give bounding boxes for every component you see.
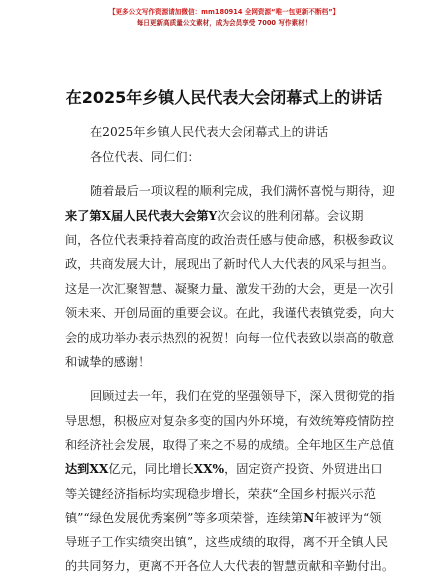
paragraph-1-line-1: 随着最后一项议程的顺利完成，我们满怀喜悦与期待，迎 — [90, 184, 395, 198]
paragraph-1-line-8: 和诚挚的感谢！ — [65, 355, 151, 369]
promo-banner-line-1: 【更多公文写作资源请加微信：mm180914 全网资源“唯一包更新不断档”】 — [108, 8, 340, 16]
paragraph-2-line-4-mid: 亿元，同比增长 — [108, 462, 194, 476]
paragraph-2-line-6-pre: 镇”“绿色发展优秀案例”等多项荣誉，连续第 — [65, 511, 304, 525]
paragraph-1-line-2-rest: 次会议的胜利闭幕。会议期 — [217, 209, 364, 223]
promo-banner-line-2: 每日更新高质量公文素材，成为会员享受 7000 写作素材！ — [136, 19, 312, 27]
paragraph-2-line-6 — [65, 510, 381, 526]
document-subtitle: 在2025年乡镇人民代表大会闭幕式上的讲话 — [90, 125, 329, 139]
paragraph-2-line-2: 导思想，积极应对复杂多变的国内外环境，有效统筹疫情防控 — [65, 414, 395, 428]
years-count-bold: N — [303, 511, 315, 525]
gdp-value-bold: 达到XX — [65, 462, 109, 476]
paragraph-2-line-8: 的共同努力，更离不开各位人大代表的智慧贡献和辛勤付出。 — [65, 559, 395, 573]
paragraph-1-line-6: 领未来、开创局面的重要会议。在此，我谨代表镇党委，向大 — [65, 306, 395, 320]
paragraph-1-line-3: 间，各位代表秉持着高度的政治责任感与使命感，积极参政议 — [65, 233, 395, 247]
paragraph-2-line-1: 回顾过去一年，我们在党的坚强领导下，深入贯彻党的指 — [90, 389, 395, 403]
paragraph-2-line-4-rest: ，固定资产投资、外贸进出口 — [224, 462, 383, 476]
paragraph-2-line-4 — [65, 461, 383, 477]
paragraph-2-line-5: 等关键经济指标均实现稳步增长，荣获“全国乡村振兴示范 — [65, 487, 376, 501]
paragraph-1-line-4: 政，共商发展大计，展现出了新时代人大代表的风采与担当。 — [65, 257, 395, 271]
salutation: 各位代表、同仁们： — [90, 150, 200, 164]
paragraph-1-line-2 — [65, 208, 363, 224]
paragraph-2-line-7: 导班子工作实绩突出镇”，这些成绩的取得，离不开全镇人民 — [65, 535, 389, 549]
paragraph-1-line-7: 会的成功举办表示热烈的祝贺！向每一位代表致以崇高的敬意 — [65, 331, 395, 345]
paragraph-2-line-6-rest: 年被评为“领 — [314, 511, 382, 525]
meeting-session-bold: 来了第X届人民代表大会第Y — [65, 209, 218, 223]
growth-rate-bold: XX% — [193, 462, 225, 476]
document-title: 在2025年乡镇人民代表大会闭幕式上的讲话 — [65, 88, 383, 107]
paragraph-1-line-5: 这是一次汇聚智慧、凝聚力量、激发干劲的大会，更是一次引 — [65, 282, 395, 296]
paragraph-2-line-3: 和经济社会发展，取得了来之不易的成绩。全年地区生产总值 — [65, 438, 395, 452]
